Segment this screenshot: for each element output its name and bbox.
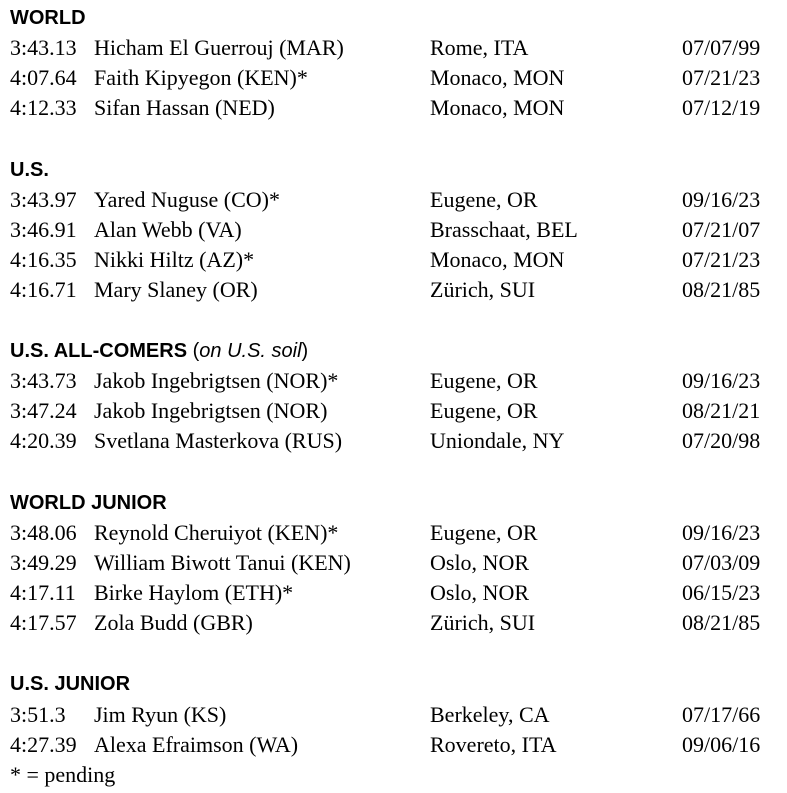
record-mark: 4:07.64 [10,65,77,90]
record-row [0,366,787,396]
record-mark: 4:12.33 [10,95,77,120]
record-mark: 3:49.29 [10,550,77,575]
record-row [0,730,787,760]
record-mark: 4:17.11 [10,580,76,605]
record-athlete: Nikki Hiltz (AZ)* [94,247,255,272]
record-venue: Berkeley, CA [430,702,550,727]
record-athlete: Alan Webb (VA) [94,217,242,242]
record-athlete: Svetlana Masterkova (RUS) [94,428,343,453]
pending-footnote: * = pending [10,762,116,787]
record-date: 07/17/66 [682,702,761,727]
record-venue: Zürich, SUI [430,610,536,635]
record-venue: Oslo, NOR [430,550,530,575]
record-date: 07/07/99 [682,35,761,60]
record-venue: Eugene, OR [430,187,538,212]
section-note-text: on U.S. soil [199,340,302,362]
record-venue: Monaco, MON [430,247,565,272]
record-date: 08/21/21 [682,398,761,423]
section-title: U.S. ALL-COMERS [10,340,188,362]
record-mark: 3:48.06 [10,520,77,545]
record-venue: Rovereto, ITA [430,732,557,757]
record-mark: 3:51.3 [10,702,66,727]
record-athlete: Jakob Ingebrigtsen (NOR)* [94,368,339,393]
record-date: 09/16/23 [682,520,761,545]
record-venue: Monaco, MON [430,95,565,120]
record-venue: Brasschaat, BEL [430,217,578,242]
section-title: WORLD JUNIOR [10,492,167,514]
section-title: U.S. JUNIOR [10,673,131,695]
record-date: 07/21/23 [682,65,761,90]
record-mark: 3:43.97 [10,187,77,212]
record-date: 07/21/23 [682,247,761,272]
record-mark: 3:43.13 [10,35,77,60]
record-date: 09/06/16 [682,732,761,757]
record-venue: Eugene, OR [430,520,538,545]
record-venue: Eugene, OR [430,368,538,393]
record-athlete: Faith Kipyegon (KEN)* [94,65,308,90]
record-venue: Monaco, MON [430,65,565,90]
record-row [0,245,787,275]
record-row [0,185,787,215]
record-date: 07/21/07 [682,217,761,242]
record-date: 07/20/98 [682,428,761,453]
record-row [0,63,787,93]
record-mark: 4:16.35 [10,247,77,272]
record-mark: 3:46.91 [10,217,77,242]
record-row [0,275,787,305]
record-venue: Rome, ITA [430,35,529,60]
record-mark: 4:20.39 [10,428,77,453]
section-heading-us-all-comers [10,339,308,363]
record-row [0,548,787,578]
record-row [0,578,787,608]
record-athlete: Jakob Ingebrigtsen (NOR) [94,398,328,423]
record-date: 06/15/23 [682,580,761,605]
section-heading-us [10,158,49,182]
section-heading-world [10,6,86,30]
record-date: 08/21/85 [682,610,761,635]
record-row [0,93,787,123]
section-heading-world-junior [10,491,167,515]
record-athlete: Yared Nuguse (CO)* [94,187,280,212]
record-athlete: William Biwott Tanui (KEN) [94,550,351,575]
record-date: 09/16/23 [682,368,761,393]
record-athlete: Zola Budd (GBR) [94,610,253,635]
record-row [0,215,787,245]
record-date: 07/03/09 [682,550,761,575]
record-athlete: Sifan Hassan (NED) [94,95,275,120]
record-row [0,396,787,426]
record-venue: Oslo, NOR [430,580,530,605]
record-athlete: Mary Slaney (OR) [94,277,258,302]
record-athlete: Hicham El Guerrouj (MAR) [94,35,344,60]
record-row [0,700,787,730]
record-date: 07/12/19 [682,95,761,120]
record-venue: Uniondale, NY [430,428,565,453]
record-date: 08/21/85 [682,277,761,302]
record-date: 09/16/23 [682,187,761,212]
record-venue: Zürich, SUI [430,277,536,302]
record-mark: 4:17.57 [10,610,77,635]
record-athlete: Birke Haylom (ETH)* [94,580,294,605]
section-title: U.S. [10,159,49,181]
record-venue: Eugene, OR [430,398,538,423]
record-athlete: Reynold Cheruiyot (KEN)* [94,520,339,545]
record-mark: 3:43.73 [10,368,77,393]
record-mark: 4:16.71 [10,277,77,302]
record-row [0,33,787,63]
record-athlete: Alexa Efraimson (WA) [94,732,299,757]
section-title: WORLD [10,7,86,29]
section-heading-us-junior [10,672,130,696]
record-row [0,518,787,548]
record-row [0,608,787,638]
section-note: (on U.S. soil) [192,340,309,362]
record-mark: 3:47.24 [10,398,77,423]
record-row [0,426,787,456]
record-mark: 4:27.39 [10,732,77,757]
record-athlete: Jim Ryun (KS) [94,702,227,727]
